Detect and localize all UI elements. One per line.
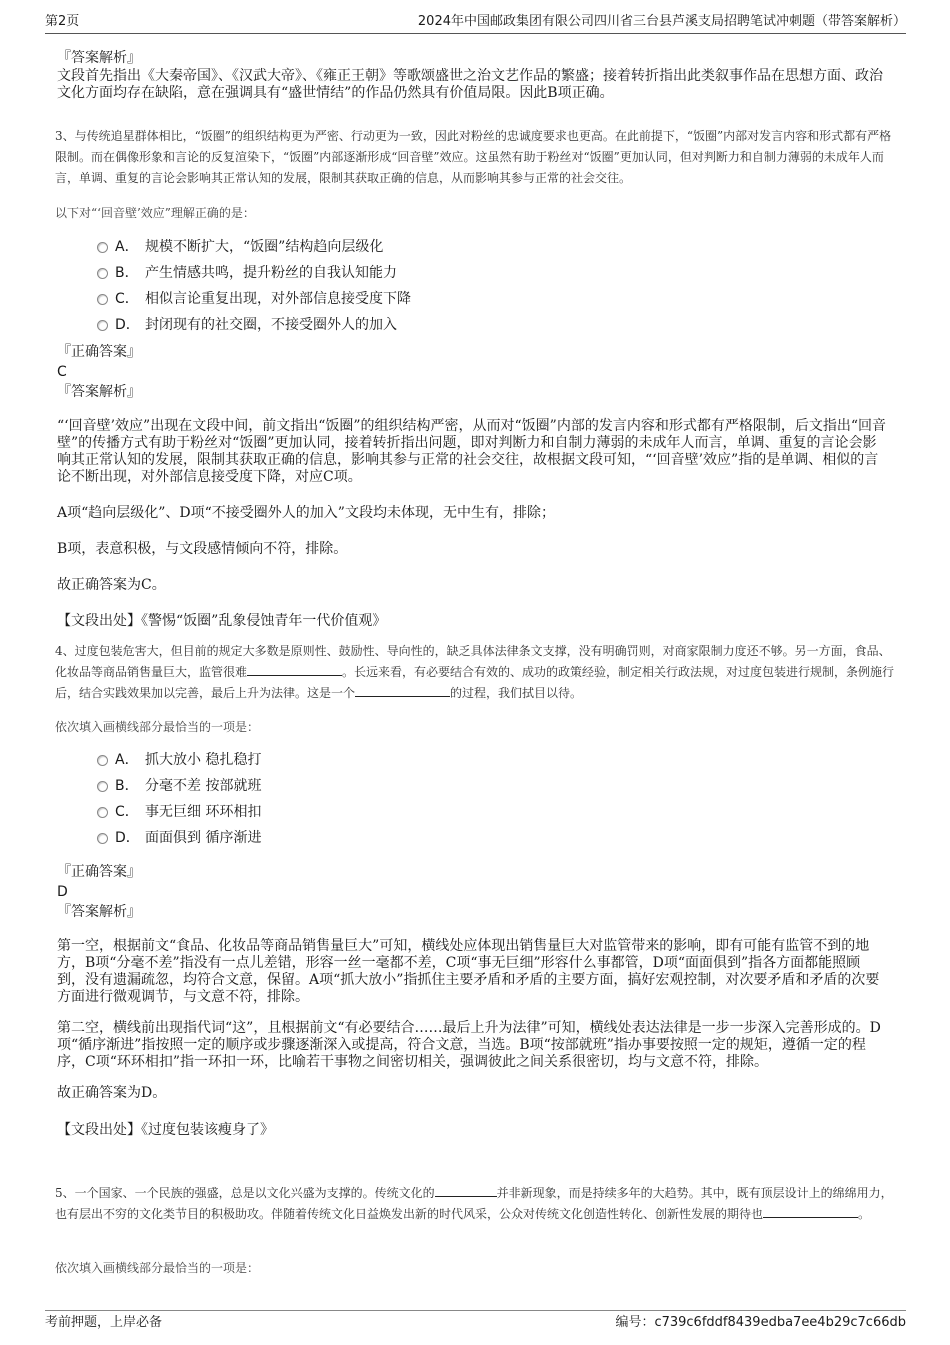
- q5-blank-2: [763, 1205, 858, 1218]
- q4-option-a[interactable]: A． 抓大放小 稳扎稳打: [95, 747, 795, 773]
- q3-option-d[interactable]: D． 封闭现有的社交圈，不接受圈外人的加入: [95, 312, 795, 338]
- q3-option-a[interactable]: A． 规模不断扩大，“饭圈”结构趋向层级化: [95, 234, 795, 260]
- q4-analysis-p2: 第二空，横线前出现指代词“这”，且根据前文“有必要结合……最后上升为法律”可知，横线处表达法律是一步一步深入完善形成的。D项“循序渐进”指按照一定的顺序或步骤逐渐深入或提高，符合文意，当选。B项“按部就班”指办事要按照一定的规矩，遵循一定的程序，C项“环环相扣”指一环扣一环，比喻若干事物之间密切相关，强调彼此之间关系很密切，均与文意不符，排除。: [57, 1020, 881, 1070]
- document-id: 编号：c739c6fddf8439edba7ee4b29c7c66db: [615, 1315, 906, 1330]
- q4-answer-tag: 『正确答案』: [57, 864, 141, 880]
- q4-option-b[interactable]: B． 分毫不差 按部就班: [95, 773, 795, 799]
- q4-prompt: 依次填入画横线部分最恰当的一项是：: [55, 720, 260, 734]
- page-header: [45, 13, 906, 34]
- q4-analysis-p3: 故正确答案为D。: [57, 1085, 167, 1101]
- page-number: 第2页: [45, 14, 80, 29]
- q4-option-c[interactable]: C． 事无巨细 环环相扣: [95, 799, 795, 825]
- q3-analysis-p4: 故正确答案为C。: [57, 577, 166, 593]
- q4-blank-1: [247, 663, 342, 676]
- radio-icon[interactable]: [97, 242, 108, 253]
- q3-analysis-p3: B项，表意积极，与文段感情倾向不符，排除。: [57, 541, 348, 557]
- q5-blank-1: [435, 1184, 497, 1197]
- q3-answer: C: [57, 364, 67, 380]
- q5-prompt: 依次填入画横线部分最恰当的一项是：: [55, 1261, 260, 1275]
- q3-options: [95, 234, 795, 338]
- q3-answer-block: [57, 344, 887, 401]
- q4-analysis-tag: 『答案解析』: [57, 904, 141, 920]
- page-footer: [45, 1310, 906, 1331]
- q2-analysis-tag: 『答案解析』: [57, 50, 141, 66]
- q4-stem: 4、过度包装危害大，但目前的规定大多数是原则性、鼓励性、导向性的，缺乏具体法律条文支撑，没有明确罚则，对商家限制力度还不够。另一方面，食品、化妆品等商品销售量巨大，监管很难 。长远来看，有必要结合有效的、成功的政策经验，制定相关行政法规，对过度包装进行规制，条例施行后，结合实践效果加以完善，最后上升为法律。这是一个 的过程，我们拭目以待。: [55, 644, 895, 700]
- q3-source: 【文段出处】《警惕“饭圈”乱象侵蚀青年一代价值观》: [57, 613, 387, 629]
- q4-answer: D: [57, 884, 68, 900]
- q3-stem: 3、与传统追星群体相比，“饭圈”的组织结构更为严密、行动更为一致，因此对粉丝的忠诚度要求也更高。在此前提下，“饭圈”内部对发言内容和形式都有严格限制。而在偶像形象和言论的反复渲染下，“饭圈”内部逐渐形成“回音壁”效应。这虽然有助于粉丝对“饭圈”更加认同，但对判断力和自制力薄弱的未成年人而言，单调、重复的言论会影响其正常认知的发展，限制其获取正确的信息，从而影响其参与正常的社会交往。: [55, 129, 892, 185]
- radio-icon[interactable]: [97, 755, 108, 766]
- q3-analysis-p2: A项“趋向层级化”、D项“不接受圈外人的加入”文段均未体现，无中生有，排除；: [57, 505, 555, 521]
- q3-option-b[interactable]: B． 产生情感共鸣，提升粉丝的自我认知能力: [95, 260, 795, 286]
- radio-icon[interactable]: [97, 294, 108, 305]
- q4-analysis-block: [57, 938, 887, 1139]
- q2-analysis-block: [57, 50, 887, 102]
- radio-icon[interactable]: [97, 268, 108, 279]
- q4-options: [95, 747, 795, 851]
- q3-analysis-tag: 『答案解析』: [57, 384, 141, 400]
- q4-analysis-p1: 第一空，根据前文“食品、化妆品等商品销售量巨大”可知，横线处应体现出销售量巨大对监管带来的影响，即有可能有监管不到的地方，B项“分毫不差”指没有一点儿差错，形容一丝一毫都不差，C项“事无巨细”形容什么事都管，D项“面面俱到”指各方面都能照顾到，没有遗漏疏忽，均符合文意，保留。A项“抓大放小”指抓住主要矛盾和矛盾的主要方面，搞好宏观控制，对次要矛盾和矛盾的次要方面进行微观调节，与文意不符，排除。: [57, 938, 880, 1005]
- document-title: 2024年中国邮政集团有限公司四川省三台县芦溪支局招聘笔试冲刺题（带答案解析）: [417, 14, 906, 29]
- radio-icon[interactable]: [97, 833, 108, 844]
- q4-option-d[interactable]: D． 面面俱到 循序渐进: [95, 825, 795, 851]
- q3-prompt: 以下对“‘回音壁’效应”理解正确的是：: [55, 206, 255, 220]
- q2-analysis-text: 文段首先指出《大秦帝国》、《汉武大帝》、《雍正王朝》等歌颂盛世之治文艺作品的繁盛；接着转折指出此类叙事作品在思想方面、政治文化方面均存在缺陷，意在强调具有“盛世情结”的作品仍然具有价值局限。因此B项正确。: [57, 68, 883, 101]
- radio-icon[interactable]: [97, 807, 108, 818]
- radio-icon[interactable]: [97, 320, 108, 331]
- q5-stem: 5、一个国家、一个民族的强盛，总是以文化兴盛为支撑的。传统文化的 并非新现象，而是持续多年的大趋势。其中，既有顶层设计上的绵绵用力，也有层出不穷的文化类节目的积极助攻。伴随着传统文化日益焕发出新的时代风采，公众对传统文化创造性转化、创新性发展的期待也 。: [55, 1186, 893, 1221]
- q4-source: 【文段出处】《过度包装该瘦身了》: [57, 1122, 274, 1138]
- q3-option-c[interactable]: C． 相似言论重复出现，对外部信息接受度下降: [95, 286, 795, 312]
- footer-slogan: 考前押题，上岸必备: [45, 1315, 163, 1330]
- q3-answer-tag: 『正确答案』: [57, 344, 141, 360]
- q4-answer-block: [57, 864, 887, 921]
- q3-analysis-p1: “‘回音壁’效应”出现在文段中间，前文指出“饭圈”的组织结构严密，从而对“饭圈”内部的发言内容和形式都有严格限制，后文指出“回音壁”的传播方式有助于粉丝对“饭圈”更加认同，接着转折指出问题，即对判断力和自制力薄弱的未成年人而言，单调、重复的言论会影响其正常认知的发展，限制其获取正确的信息，影响其参与正常的社会交往，故根据文段可知，“‘回音壁’效应”指的是单调、相似的言论不断出现，对外部信息接受度下降，对应C项。: [57, 418, 886, 485]
- q3-analysis-block: [57, 418, 887, 630]
- radio-icon[interactable]: [97, 781, 108, 792]
- q4-blank-2: [355, 684, 450, 697]
